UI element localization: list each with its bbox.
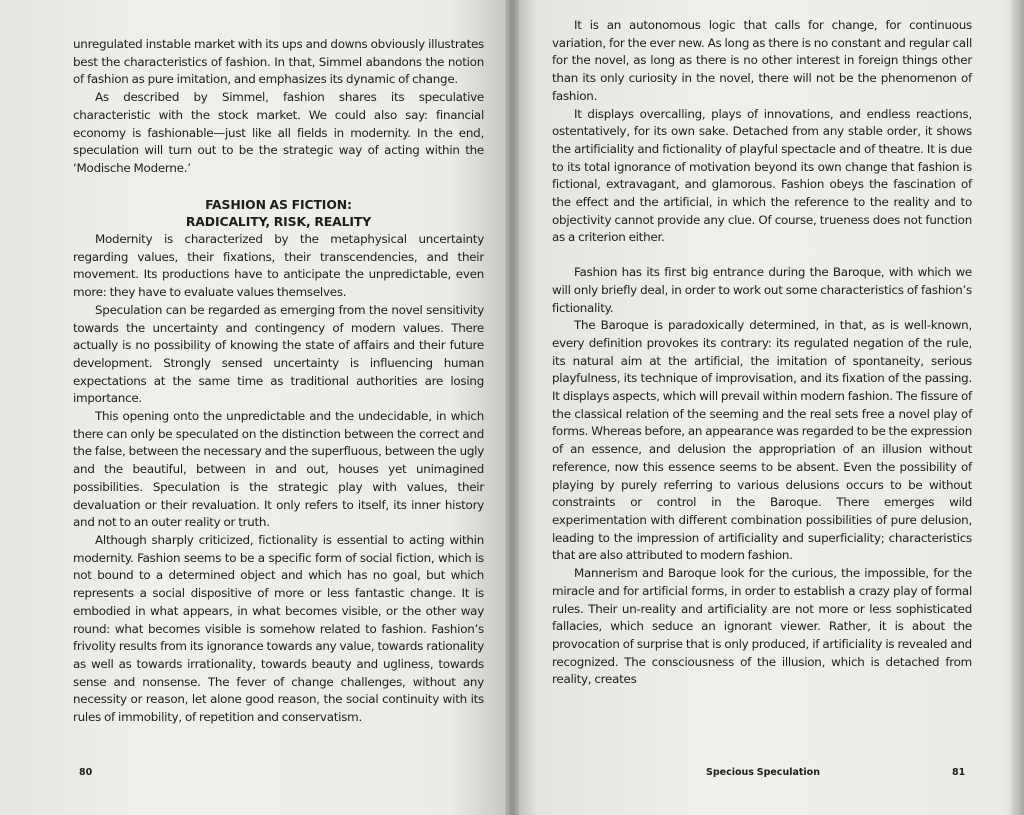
paragraph: This opening onto the unpredictable and the undecidable, in which there can only be speculated on the distinction between the correct and the false, between the necessary and the superfluous, between the ugly and the beautiful, between in and out, houses yet unimagined possibilities. Speculation is the strategic play with values, their devaluation or their revaluation. It only refers to itself, its inner history and not to an outer reality or truth.: [73, 409, 484, 530]
page-edge: [1010, 0, 1024, 815]
right-page: [512, 0, 1024, 815]
section-heading: [73, 196, 484, 231]
paragraph: It is an autonomous logic that calls for change, for continuous variation, for the ever new. As long as there is no constant and regular call for the novel, as long as there is no other interest in foreign things other than its only curiosity in the novel, there will not be the phenomenon of fashion.: [552, 18, 972, 103]
paragraph: It displays overcalling, plays of innovations, and endless reactions, ostentatively, for its own sake. Detached from any stable order, it shows the artificiality and fictionality of playful spectacle and of theatre. It is due to its total ignorance of motivation beyond its own change that fashion is fictional, extravagant, and glamorous. Fashion obeys the fascination of the effect and the artificial, in which the reference to the reality and to objectivity cannot provide any clue. Of course, trueness does not function as a criterion either.: [552, 106, 972, 245]
left-page-text: [73, 36, 484, 727]
paragraph: Fashion has its first big entrance during the Baroque, with which we will only briefly deal, in order to work out some characteristics of fashion’s fictionality.: [552, 265, 972, 315]
paragraph: Mannerism and Baroque look for the curious, the impossible, for the miracle and for artificial forms, in order to establish a crazy play of formal rules. Their un-reality and artificiality are not more or less sophisticated fallacies, which seduce an ignorant viewer. Rather, it is about the provocation of surprise that is only produced, if artificiality is revealed and recognized. The consciousness of the illusion, which is detached from reality, creates: [552, 566, 972, 687]
page-number: 80: [79, 767, 93, 779]
paragraph: unregulated instable market with its ups and downs obviously illustrates best the characteristics of fashion. In that, Simmel abandons the notion of fashion as pure imitation, and emphasizes its dynamic of change.: [73, 37, 484, 87]
paragraph: The Baroque is paradoxically determined, in that, as is well-known, every definition provokes its contrary: its regulated negation of the rule, its natural aim at the artificial, the imitation of spontaneity, serious playfulness, its technique of improvisation, and its fixation of the passing. It displays aspects, which will prevail within modern fashion. The fissure of the classical relation of the seeming and the real sets free a novel play of forms. Whereas before, an appearance was regarded to be the expression of an essence, and delusion the appropriation of an illusion without reference, now this essence seems to be absent. Even the possibility of playing by purely referring to various delusions occurs to be without constraints or control in the Baroque. There emerges wild experimentation with different combination possibilities of pure delusion, leading to the impression of artificiality and superficiality; characteristics that are also attributed to modern fashion.: [552, 318, 972, 563]
book-gutter: [505, 0, 519, 815]
section-heading-line-2: RADICALITY, RISK, REALITY: [185, 214, 372, 230]
right-page-text: [552, 17, 972, 689]
paragraph: Modernity is characterized by the metaphysical uncertainty regarding values, their fixations, their transcendencies, and their movement. Its productions have to anticipate the unpredictable, even more: they have to evaluate values themselves.: [73, 232, 484, 300]
page-number: 81: [952, 767, 966, 779]
paragraph: Speculation can be regarded as emerging from the novel sensitivity towards the uncertainty and contingency of modern values. There actually is no possibility of knowing the state of affairs and their future development. Strongly sensed uncertainty is influencing human expectations at the same time as traditional authorities are losing importance.: [73, 302, 484, 406]
section-break: [552, 247, 972, 264]
running-footer: Specious Speculation: [706, 767, 820, 779]
section-heading-line-1: FASHION AS FICTION:: [205, 196, 352, 212]
paragraph: As described by Simmel, fashion shares its speculative characteristic with the stock market. We could also say: financial economy is fashionable—just like all fields in modernity. In the end, speculation will turn out to be the strategic way of acting within the ‘Modische Moderne.’: [73, 90, 484, 175]
paragraph: Although sharply criticized, fictionality is essential to acting within modernity. Fashion seems to be a specific form of social fiction, which is not bound to a determined object and which has no goal, but which represents a social dispositive of more or less fantastic change. It is embodied in what appears, in what becomes visible, or the other way round: what becomes visible is somehow related to fashion. Fashion’s frivolity results from its ignorance towards any value, towards rationality as well as towards irrationality, towards beauty and ugliness, towards sense and nonsense. The fever of change challenges, without any necessity or reason, let alone good reason, the social continuity with its rules of immobility, of repetition and conservatism.: [73, 532, 484, 725]
